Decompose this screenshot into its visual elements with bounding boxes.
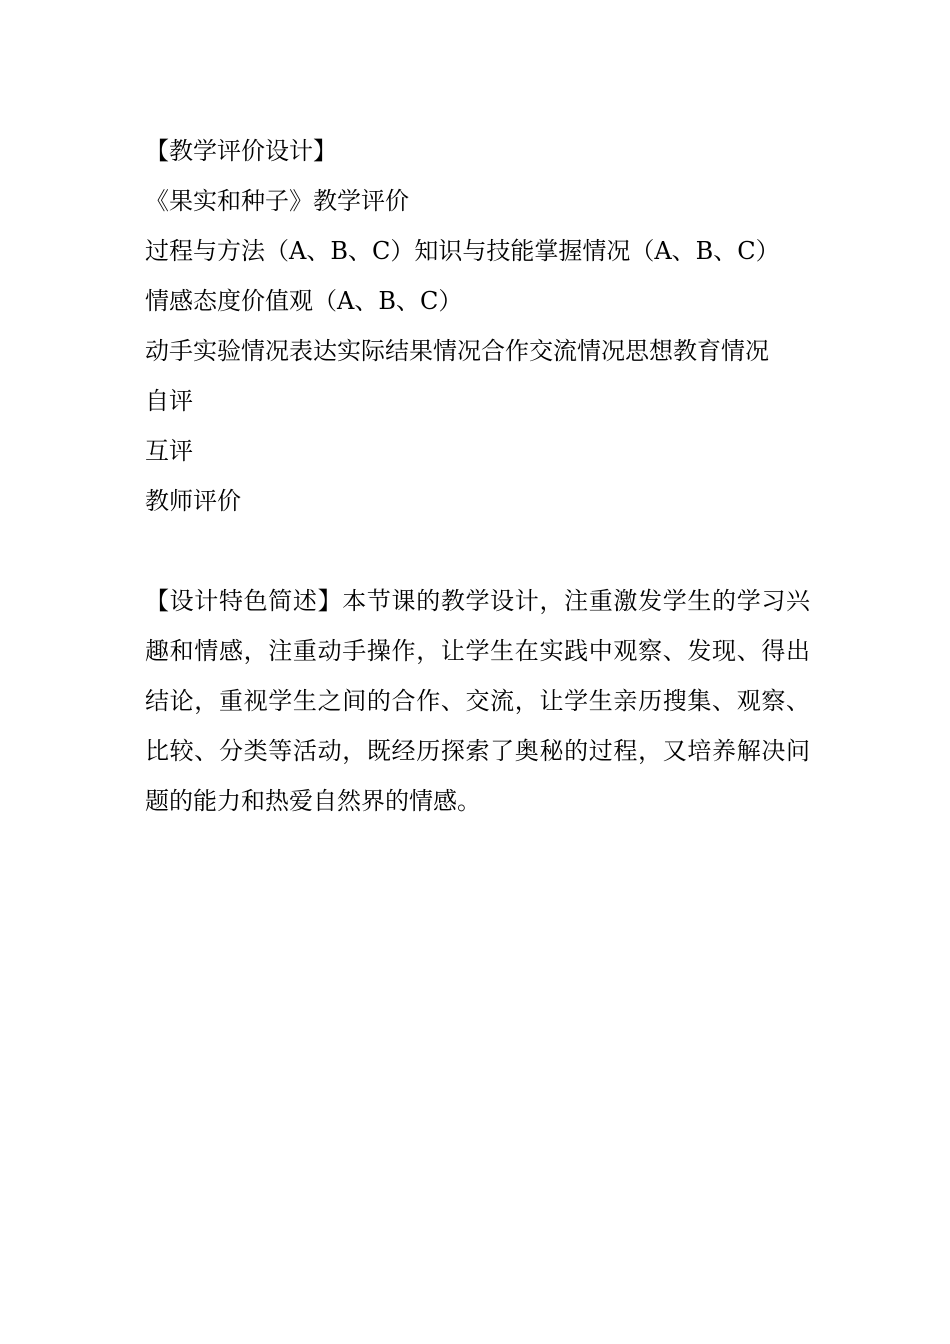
teacher-evaluation-label: 教师评价 bbox=[145, 487, 241, 515]
evaluation-items: 动手实验情况表达实际结果情况合作交流情况思想教育情况 bbox=[145, 337, 769, 365]
evaluation-title: 《果实和种子》教学评价 bbox=[145, 187, 409, 215]
self-evaluation-label: 自评 bbox=[145, 387, 193, 415]
criteria-line: 过程与方法（A、B、C）知识与技能掌握情况（A、B、C） bbox=[145, 237, 780, 265]
design-feature-paragraph: 【设计特色简述】本节课的教学设计，注重激发学生的学习兴趣和情感，注重动手操作，让学生在实践中观察、发现、得出结论，重视学生之间的合作、交流，让学生亲历搜集、观察、比较、分类等活动，既经历探索了奥秘的过程，又培养解决问题的能力和热爱自然界的情感。 bbox=[145, 587, 810, 815]
document-body bbox=[145, 126, 810, 826]
criteria-line-2: 情感态度价值观（A、B、C） bbox=[145, 287, 463, 315]
paragraph-spacer bbox=[145, 526, 810, 576]
peer-evaluation-label: 互评 bbox=[145, 437, 193, 465]
evaluation-heading: 【教学评价设计】 bbox=[145, 137, 337, 165]
